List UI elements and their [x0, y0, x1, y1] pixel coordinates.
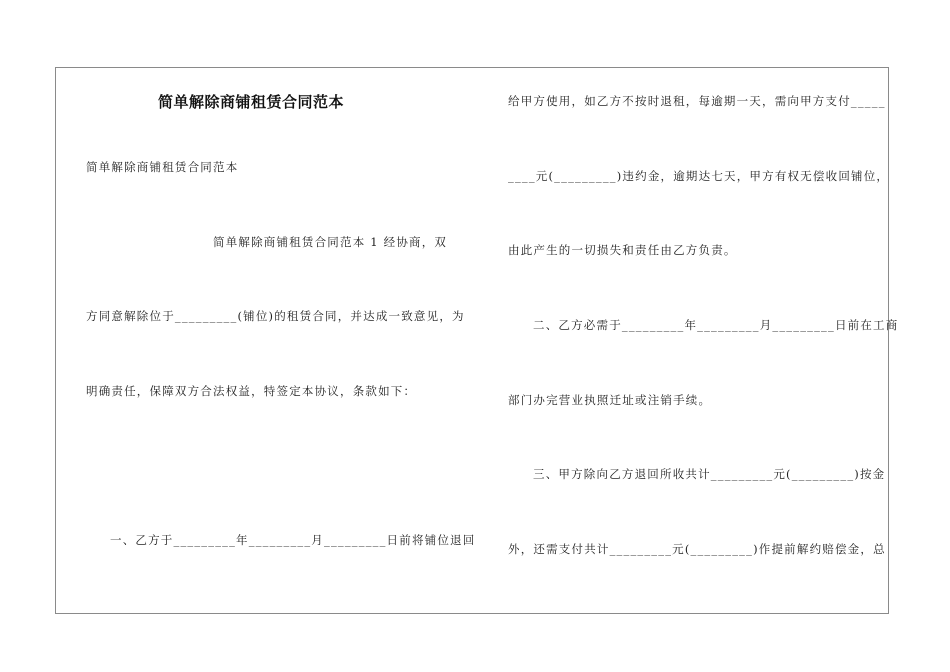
left-line-5: 一、乙方于_________年_________月_________日前将铺位退回 [110, 533, 476, 547]
left-line-2: 简单解除商铺租赁合同范本 1 经协商，双 [213, 235, 448, 249]
page-frame [55, 67, 889, 614]
document-title: 简单解除商铺租赁合同范本 [158, 93, 345, 111]
right-line-6: 三、甲方除向乙方退回所收共计_________元(_________)按金 [533, 467, 886, 481]
right-line-5: 部门办完营业执照迁址或注销手续。 [508, 393, 712, 407]
right-line-7: 外，还需支付共计_________元(_________)作提前解约赔偿金，总 [508, 542, 886, 556]
left-line-1: 简单解除商铺租赁合同范本 [86, 160, 239, 174]
left-line-3: 方同意解除位于_________(铺位)的租赁合同，并达成一致意见，为 [86, 309, 465, 323]
right-line-4: 二、乙方必需于_________年_________月_________日前在工商 [533, 318, 899, 332]
left-line-4: 明确责任，保障双方合法权益，特签定本协议，条款如下： [86, 384, 417, 398]
right-line-1: 给甲方使用，如乙方不按时退租，每逾期一天，需向甲方支付_____ [508, 94, 886, 108]
right-line-2: ____元(_________)违约金，逾期达七天，甲方有权无偿收回铺位， [508, 169, 890, 183]
right-line-3: 由此产生的一切损失和责任由乙方负责。 [508, 243, 737, 257]
